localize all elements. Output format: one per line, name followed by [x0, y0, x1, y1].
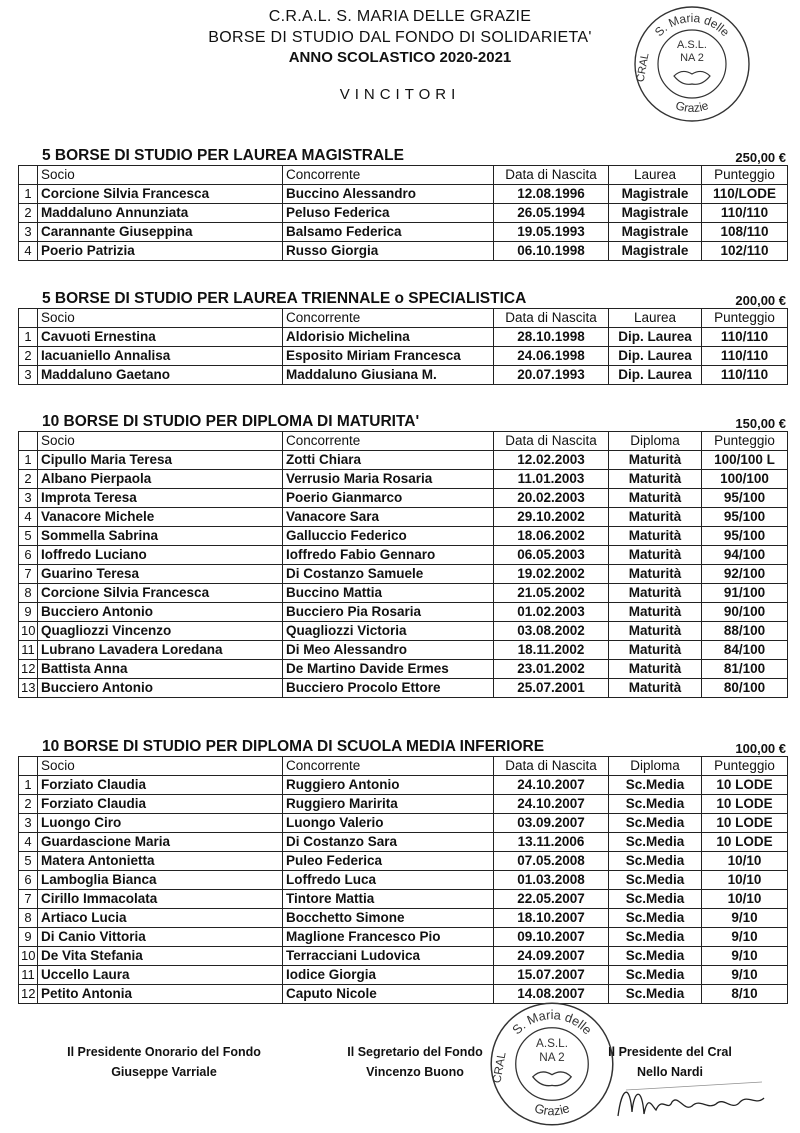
cell-concorrente: Di Meo Alessandro	[283, 641, 494, 660]
cell-num: 6	[19, 871, 38, 890]
winners-heading: VINCITORI	[339, 86, 461, 103]
col-header-data: Data di Nascita	[494, 309, 609, 328]
cell-punteggio: 9/10	[702, 928, 788, 947]
table-header-row	[19, 166, 788, 185]
cell-socio: Bucciero Antonio	[38, 679, 283, 698]
cell-data: 12.08.1996	[494, 185, 609, 204]
table-row	[19, 795, 788, 814]
stamp-asl: A.S.L.	[536, 1036, 568, 1050]
winners-table	[18, 308, 788, 385]
cell-punteggio: 10 LODE	[702, 776, 788, 795]
winners-table	[18, 756, 788, 1004]
cell-punteggio: 100/100 L	[702, 451, 788, 470]
table-row	[19, 223, 788, 242]
col-header-data: Data di Nascita	[494, 432, 609, 451]
table-row	[19, 508, 788, 527]
cell-titolo: Dip. Laurea	[609, 347, 702, 366]
table-row	[19, 527, 788, 546]
stamp-na: NA 2	[539, 1050, 565, 1064]
cell-num: 5	[19, 527, 38, 546]
cell-punteggio: 88/100	[702, 622, 788, 641]
cell-titolo: Magistrale	[609, 223, 702, 242]
cell-num: 4	[19, 508, 38, 527]
cell-socio: Poerio Patrizia	[38, 242, 283, 261]
cell-num: 3	[19, 489, 38, 508]
cell-concorrente: Balsamo Federica	[283, 223, 494, 242]
cell-concorrente: Bucciero Pia Rosaria	[283, 603, 494, 622]
cell-punteggio: 9/10	[702, 909, 788, 928]
table-row	[19, 451, 788, 470]
col-header-num	[19, 757, 38, 776]
cell-punteggio: 94/100	[702, 546, 788, 565]
cell-data: 29.10.2002	[494, 508, 609, 527]
cell-punteggio: 84/100	[702, 641, 788, 660]
col-header-titolo: Laurea	[609, 166, 702, 185]
cell-data: 26.05.1994	[494, 204, 609, 223]
cell-data: 24.09.2007	[494, 947, 609, 966]
cell-concorrente: Ruggiero Antonio	[283, 776, 494, 795]
cral-stamp	[632, 4, 752, 124]
cell-socio: Di Canio Vittoria	[38, 928, 283, 947]
col-header-titolo: Diploma	[609, 432, 702, 451]
signer-name: Giuseppe Varriale	[111, 1065, 217, 1079]
col-header-titolo: Laurea	[609, 309, 702, 328]
cell-concorrente: Maddaluno Giusiana M.	[283, 366, 494, 385]
table-row	[19, 366, 788, 385]
cell-punteggio: 110/110	[702, 347, 788, 366]
cell-punteggio: 102/110	[702, 242, 788, 261]
cell-data: 09.10.2007	[494, 928, 609, 947]
col-header-num	[19, 432, 38, 451]
cell-data: 19.02.2002	[494, 565, 609, 584]
cell-titolo: Magistrale	[609, 185, 702, 204]
table-row	[19, 470, 788, 489]
cell-titolo: Maturità	[609, 603, 702, 622]
cell-punteggio: 95/100	[702, 489, 788, 508]
col-header-num	[19, 166, 38, 185]
cell-data: 06.10.1998	[494, 242, 609, 261]
cell-punteggio: 9/10	[702, 966, 788, 985]
cell-socio: Artiaco Lucia	[38, 909, 283, 928]
table-row	[19, 185, 788, 204]
cell-titolo: Sc.Media	[609, 871, 702, 890]
section-title: 5 BORSE DI STUDIO PER LAUREA MAGISTRALE	[42, 147, 404, 164]
cell-data: 12.02.2003	[494, 451, 609, 470]
cell-titolo: Maturità	[609, 584, 702, 603]
cell-socio: Carannante Giuseppina	[38, 223, 283, 242]
cell-data: 03.08.2002	[494, 622, 609, 641]
cell-punteggio: 110/110	[702, 366, 788, 385]
col-header-concorrente: Concorrente	[283, 309, 494, 328]
cell-concorrente: Verrusio Maria Rosaria	[283, 470, 494, 489]
cell-concorrente: Di Costanzo Sara	[283, 833, 494, 852]
cell-concorrente: Buccino Alessandro	[283, 185, 494, 204]
cell-num: 6	[19, 546, 38, 565]
cell-socio: Forziato Claudia	[38, 795, 283, 814]
stamp-bottom-text: Grazie	[532, 1100, 572, 1119]
school-year: ANNO SCOLASTICO 2020-2021	[288, 49, 512, 66]
cell-titolo: Sc.Media	[609, 795, 702, 814]
cell-data: 23.01.2002	[494, 660, 609, 679]
cell-concorrente: De Martino Davide Ermes	[283, 660, 494, 679]
cell-concorrente: Terracciani Ludovica	[283, 947, 494, 966]
signer-role: Il Segretario del Fondo	[347, 1045, 483, 1059]
cell-punteggio: 81/100	[702, 660, 788, 679]
cell-concorrente: Puleo Federica	[283, 852, 494, 871]
stamp-top-text: S. Maria delle	[651, 10, 733, 40]
cell-data: 19.05.1993	[494, 223, 609, 242]
cell-socio: Improta Teresa	[38, 489, 283, 508]
cell-num: 7	[19, 565, 38, 584]
cell-num: 12	[19, 660, 38, 679]
cell-titolo: Maturità	[609, 451, 702, 470]
signature-block-honorary-president	[34, 1042, 294, 1082]
table-row	[19, 679, 788, 698]
table-row	[19, 242, 788, 261]
cell-titolo: Sc.Media	[609, 776, 702, 795]
section-maturita	[18, 411, 788, 698]
cell-num: 11	[19, 641, 38, 660]
cell-titolo: Sc.Media	[609, 814, 702, 833]
cell-socio: Corcione Silvia Francesca	[38, 584, 283, 603]
cell-socio: Cipullo Maria Teresa	[38, 451, 283, 470]
signer-name: Vincenzo Buono	[366, 1065, 464, 1079]
col-header-socio: Socio	[38, 757, 283, 776]
cell-punteggio: 110/LODE	[702, 185, 788, 204]
cral-stamp-bottom	[488, 1000, 616, 1128]
cell-data: 24.10.2007	[494, 776, 609, 795]
cell-num: 2	[19, 470, 38, 489]
cell-num: 8	[19, 584, 38, 603]
cell-punteggio: 92/100	[702, 565, 788, 584]
cell-socio: Quagliozzi Vincenzo	[38, 622, 283, 641]
table-row	[19, 985, 788, 1004]
cell-num: 1	[19, 776, 38, 795]
cell-concorrente: Zotti Chiara	[283, 451, 494, 470]
cell-socio: Maddaluno Gaetano	[38, 366, 283, 385]
cell-num: 9	[19, 928, 38, 947]
svg-text:Grazie	[674, 98, 711, 115]
cell-socio: Lamboglia Bianca	[38, 871, 283, 890]
cell-socio: Battista Anna	[38, 660, 283, 679]
section-title: 10 BORSE DI STUDIO PER DIPLOMA DI SCUOLA MEDIA INFERIORE	[42, 738, 545, 755]
org-name: C.R.A.L. S. MARIA DELLE GRAZIE	[268, 8, 532, 25]
table-row	[19, 328, 788, 347]
cell-socio: Uccello Laura	[38, 966, 283, 985]
cell-concorrente: Aldorisio Michelina	[283, 328, 494, 347]
table-row	[19, 622, 788, 641]
table-row	[19, 852, 788, 871]
cell-socio: Cirillo Immacolata	[38, 890, 283, 909]
section-title: 5 BORSE DI STUDIO PER LAUREA TRIENNALE o SPECIALISTICA	[42, 290, 527, 307]
winners-table	[18, 431, 788, 698]
cell-titolo: Magistrale	[609, 204, 702, 223]
cell-num: 13	[19, 679, 38, 698]
cell-num: 2	[19, 347, 38, 366]
cell-socio: Guardascione Maria	[38, 833, 283, 852]
cell-socio: De Vita Stefania	[38, 947, 283, 966]
stamp-na: NA 2	[680, 52, 704, 64]
col-header-punteggio: Punteggio	[702, 309, 788, 328]
cell-num: 5	[19, 852, 38, 871]
col-header-socio: Socio	[38, 166, 283, 185]
stamp-left-text: CRAL	[490, 1051, 509, 1085]
signer-role: Il Presidente del Cral	[608, 1045, 732, 1059]
cell-concorrente: Buccino Mattia	[283, 584, 494, 603]
cell-data: 07.05.2008	[494, 852, 609, 871]
cell-data: 24.06.1998	[494, 347, 609, 366]
cell-num: 2	[19, 795, 38, 814]
stamp-left-text: CRAL	[634, 51, 652, 83]
cell-titolo: Sc.Media	[609, 833, 702, 852]
cell-titolo: Sc.Media	[609, 947, 702, 966]
cell-data: 01.02.2003	[494, 603, 609, 622]
cell-titolo: Maturità	[609, 508, 702, 527]
table-row	[19, 947, 788, 966]
table-row	[19, 584, 788, 603]
cell-punteggio: 10/10	[702, 871, 788, 890]
cell-concorrente: Poerio Gianmarco	[283, 489, 494, 508]
cell-concorrente: Ruggiero Maririta	[283, 795, 494, 814]
cell-num: 1	[19, 185, 38, 204]
cell-num: 2	[19, 204, 38, 223]
cell-socio: Vanacore Michele	[38, 508, 283, 527]
cell-punteggio: 80/100	[702, 679, 788, 698]
cell-concorrente: Di Costanzo Samuele	[283, 565, 494, 584]
table-row	[19, 909, 788, 928]
cell-punteggio: 10/10	[702, 852, 788, 871]
cell-punteggio: 90/100	[702, 603, 788, 622]
cell-concorrente: Vanacore Sara	[283, 508, 494, 527]
cell-titolo: Maturità	[609, 527, 702, 546]
col-header-punteggio: Punteggio	[702, 166, 788, 185]
col-header-socio: Socio	[38, 309, 283, 328]
cell-data: 11.01.2003	[494, 470, 609, 489]
stamp-top-text: S. Maria delle	[509, 1007, 596, 1038]
cell-num: 1	[19, 451, 38, 470]
cell-concorrente: Esposito Miriam Francesca	[283, 347, 494, 366]
handshake-icon	[533, 1072, 571, 1086]
cell-data: 20.07.1993	[494, 366, 609, 385]
table-row	[19, 546, 788, 565]
cell-punteggio: 110/110	[702, 328, 788, 347]
cell-concorrente: Galluccio Federico	[283, 527, 494, 546]
cell-num: 12	[19, 985, 38, 1004]
table-row	[19, 565, 788, 584]
cell-num: 10	[19, 947, 38, 966]
col-header-socio: Socio	[38, 432, 283, 451]
table-row	[19, 603, 788, 622]
col-header-data: Data di Nascita	[494, 166, 609, 185]
stamp-bottom-text: Grazie	[673, 98, 711, 116]
svg-text:Grazie	[533, 1100, 572, 1118]
section-scuola-media	[18, 736, 788, 1004]
cell-socio: Maddaluno Annunziata	[38, 204, 283, 223]
cell-titolo: Maturità	[609, 679, 702, 698]
table-row	[19, 776, 788, 795]
cell-titolo: Dip. Laurea	[609, 328, 702, 347]
table-row	[19, 833, 788, 852]
section-laurea-triennale	[18, 288, 788, 385]
table-row	[19, 928, 788, 947]
cell-titolo: Maturità	[609, 565, 702, 584]
cell-concorrente: Russo Giorgia	[283, 242, 494, 261]
cell-titolo: Sc.Media	[609, 928, 702, 947]
cell-num: 3	[19, 366, 38, 385]
cell-data: 20.02.2003	[494, 489, 609, 508]
col-header-concorrente: Concorrente	[283, 757, 494, 776]
winners-table	[18, 165, 788, 261]
section-amount: 100,00 €	[735, 741, 786, 756]
cell-data: 13.11.2006	[494, 833, 609, 852]
col-header-data: Data di Nascita	[494, 757, 609, 776]
cell-punteggio: 100/100	[702, 470, 788, 489]
stamp-asl: A.S.L.	[677, 39, 707, 51]
cell-concorrente: Caputo Nicole	[283, 985, 494, 1004]
cell-data: 14.08.2007	[494, 985, 609, 1004]
cell-socio: Luongo Ciro	[38, 814, 283, 833]
cell-num: 1	[19, 328, 38, 347]
cell-titolo: Dip. Laurea	[609, 366, 702, 385]
col-header-titolo: Diploma	[609, 757, 702, 776]
section-amount: 250,00 €	[735, 150, 786, 165]
handwritten-signature	[612, 1076, 772, 1128]
cell-titolo: Maturità	[609, 622, 702, 641]
col-header-num	[19, 309, 38, 328]
cell-concorrente: Iodice Giorgia	[283, 966, 494, 985]
cell-data: 18.06.2002	[494, 527, 609, 546]
signer-name: Nello Nardi	[637, 1065, 703, 1079]
cell-titolo: Maturità	[609, 489, 702, 508]
cell-num: 10	[19, 622, 38, 641]
cell-data: 01.03.2008	[494, 871, 609, 890]
cell-socio: Forziato Claudia	[38, 776, 283, 795]
cell-punteggio: 10/10	[702, 890, 788, 909]
cell-titolo: Maturità	[609, 641, 702, 660]
cell-punteggio: 9/10	[702, 947, 788, 966]
table-row	[19, 204, 788, 223]
table-header-row	[19, 432, 788, 451]
cell-concorrente: Loffredo Luca	[283, 871, 494, 890]
cell-concorrente: Maglione Francesco Pio	[283, 928, 494, 947]
cell-data: 06.05.2003	[494, 546, 609, 565]
table-row	[19, 489, 788, 508]
cell-titolo: Sc.Media	[609, 985, 702, 1004]
cell-concorrente: Quagliozzi Victoria	[283, 622, 494, 641]
cell-titolo: Sc.Media	[609, 852, 702, 871]
cell-punteggio: 10 LODE	[702, 795, 788, 814]
cell-data: 18.11.2002	[494, 641, 609, 660]
table-row	[19, 871, 788, 890]
cell-num: 4	[19, 242, 38, 261]
cell-punteggio: 95/100	[702, 527, 788, 546]
cell-punteggio: 108/110	[702, 223, 788, 242]
cell-punteggio: 10 LODE	[702, 814, 788, 833]
cell-socio: Corcione Silvia Francesca	[38, 185, 283, 204]
cell-socio: Bucciero Antonio	[38, 603, 283, 622]
table-row	[19, 890, 788, 909]
cell-concorrente: Bucciero Procolo Ettore	[283, 679, 494, 698]
cell-punteggio: 10 LODE	[702, 833, 788, 852]
cell-concorrente: Peluso Federica	[283, 204, 494, 223]
cell-socio: Albano Pierpaola	[38, 470, 283, 489]
cell-titolo: Sc.Media	[609, 966, 702, 985]
section-amount: 150,00 €	[735, 416, 786, 431]
cell-punteggio: 110/110	[702, 204, 788, 223]
signature-block-secretary	[320, 1042, 510, 1082]
col-header-punteggio: Punteggio	[702, 432, 788, 451]
cell-concorrente: Ioffredo Fabio Gennaro	[283, 546, 494, 565]
cell-data: 21.05.2002	[494, 584, 609, 603]
cell-data: 22.05.2007	[494, 890, 609, 909]
cell-punteggio: 8/10	[702, 985, 788, 1004]
cell-data: 18.10.2007	[494, 909, 609, 928]
cell-titolo: Sc.Media	[609, 909, 702, 928]
cell-socio: Matera Antonietta	[38, 852, 283, 871]
cell-data: 24.10.2007	[494, 795, 609, 814]
cell-num: 7	[19, 890, 38, 909]
cell-socio: Iacuaniello Annalisa	[38, 347, 283, 366]
cell-num: 3	[19, 814, 38, 833]
cell-data: 25.07.2001	[494, 679, 609, 698]
cell-num: 9	[19, 603, 38, 622]
col-header-concorrente: Concorrente	[283, 432, 494, 451]
table-row	[19, 660, 788, 679]
cell-socio: Lubrano Lavadera Loredana	[38, 641, 283, 660]
cell-socio: Ioffredo Luciano	[38, 546, 283, 565]
section-laurea-magistrale	[18, 145, 788, 261]
cell-concorrente: Tintore Mattia	[283, 890, 494, 909]
cell-concorrente: Bocchetto Simone	[283, 909, 494, 928]
cell-num: 11	[19, 966, 38, 985]
signer-role: Il Presidente Onorario del Fondo	[67, 1045, 261, 1059]
cell-socio: Cavuoti Ernestina	[38, 328, 283, 347]
cell-data: 15.07.2007	[494, 966, 609, 985]
cell-titolo: Maturità	[609, 546, 702, 565]
cell-titolo: Maturità	[609, 470, 702, 489]
col-header-concorrente: Concorrente	[283, 166, 494, 185]
cell-socio: Petito Antonia	[38, 985, 283, 1004]
cell-titolo: Sc.Media	[609, 890, 702, 909]
table-row	[19, 347, 788, 366]
doc-subtitle: BORSE DI STUDIO DAL FONDO DI SOLIDARIETA'	[208, 29, 592, 46]
cell-data: 28.10.1998	[494, 328, 609, 347]
cell-punteggio: 95/100	[702, 508, 788, 527]
cell-punteggio: 91/100	[702, 584, 788, 603]
table-row	[19, 814, 788, 833]
col-header-punteggio: Punteggio	[702, 757, 788, 776]
cell-num: 4	[19, 833, 38, 852]
table-header-row	[19, 757, 788, 776]
cell-socio: Sommella Sabrina	[38, 527, 283, 546]
cell-titolo: Maturità	[609, 660, 702, 679]
table-row	[19, 641, 788, 660]
cell-concorrente: Luongo Valerio	[283, 814, 494, 833]
handshake-icon	[674, 71, 710, 84]
cell-data: 03.09.2007	[494, 814, 609, 833]
section-amount: 200,00 €	[735, 293, 786, 308]
cell-num: 8	[19, 909, 38, 928]
section-title: 10 BORSE DI STUDIO PER DIPLOMA DI MATURITA'	[42, 413, 420, 430]
cell-titolo: Magistrale	[609, 242, 702, 261]
table-header-row	[19, 309, 788, 328]
table-row	[19, 966, 788, 985]
cell-num: 3	[19, 223, 38, 242]
cell-socio: Guarino Teresa	[38, 565, 283, 584]
